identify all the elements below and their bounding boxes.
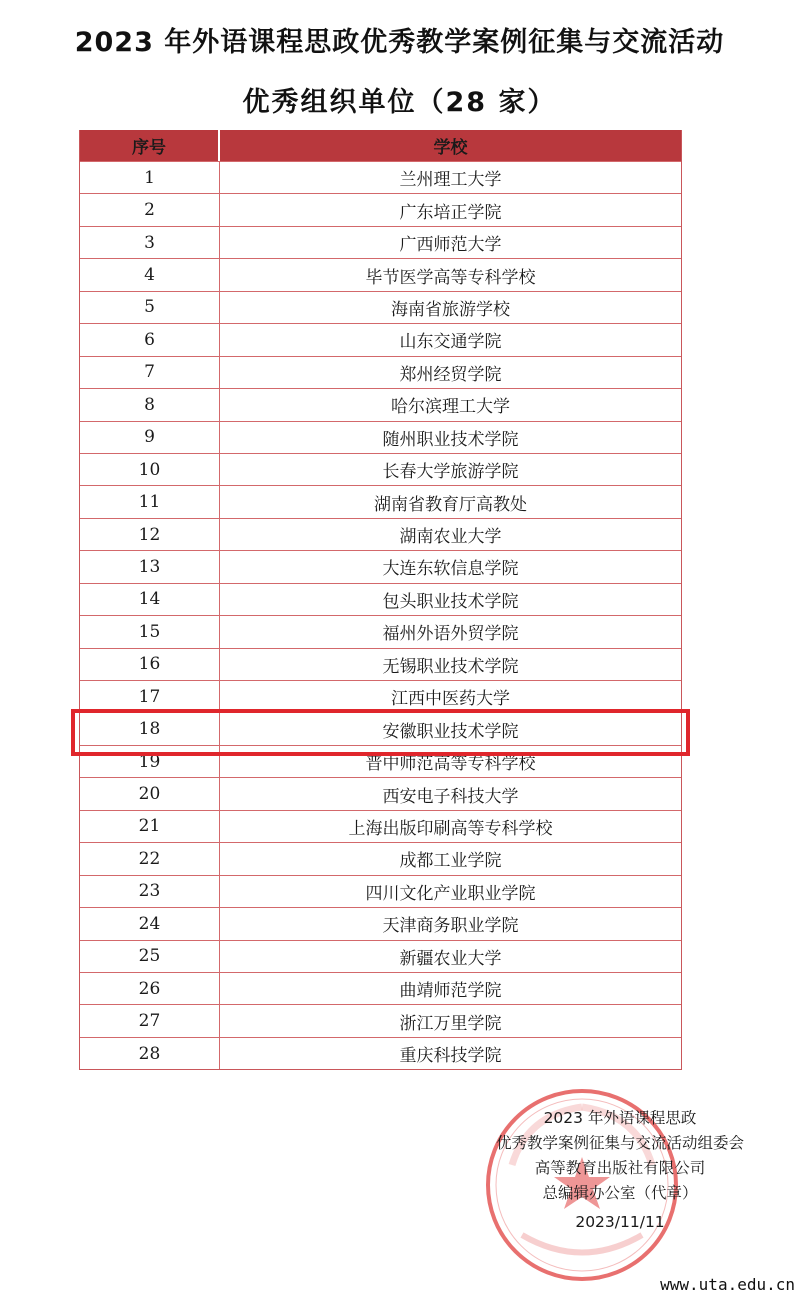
table-row [80, 161, 681, 193]
row-index: 6 [80, 324, 220, 355]
issuer-line-1: 2023 年外语课程思政 [543, 1109, 697, 1127]
row-index: 16 [80, 649, 220, 680]
row-school-name: 湖南农业大学 [399, 527, 502, 548]
row-index: 9 [80, 422, 220, 453]
row-school-name: 湖南省教育厅高教处 [374, 494, 527, 515]
row-school-name: 晋中师范高等专科学校 [365, 754, 536, 775]
row-school-name: 山东交通学院 [399, 332, 502, 353]
table-row [80, 1037, 681, 1069]
issuer-line-4: 总编辑办公室（代章） [542, 1184, 698, 1202]
row-school-name: 成都工业学院 [399, 851, 502, 872]
table-row [80, 453, 681, 485]
row-index: 14 [80, 584, 220, 615]
document-title: 2023 年外语课程思政优秀教学案例征集与交流活动 [74, 27, 725, 58]
site-watermark: www.uta.edu.cn [660, 1275, 795, 1294]
row-index: 1 [80, 162, 220, 193]
header-index: 序号 [80, 130, 220, 161]
row-school-name: 四川文化产业职业学院 [365, 883, 536, 904]
table-row [80, 356, 681, 388]
row-school-name: 随州职业技术学院 [382, 429, 519, 450]
row-school-name: 广东培正学院 [399, 202, 502, 223]
row-school-name: 天津商务职业学院 [382, 916, 519, 937]
row-school-name: 曲靖师范学院 [399, 981, 502, 1002]
row-index: 12 [80, 519, 220, 550]
table-row [80, 258, 681, 290]
table-row [80, 648, 681, 680]
row-school-name: 大连东软信息学院 [382, 559, 519, 580]
row-index: 11 [80, 486, 220, 517]
row-school-name: 哈尔滨理工大学 [391, 397, 510, 418]
header-school: 学校 [433, 138, 468, 158]
table-row [80, 712, 681, 744]
row-index: 17 [80, 681, 220, 712]
table-header [80, 130, 681, 161]
row-school-name: 上海出版印刷高等专科学校 [348, 818, 553, 839]
table-row [80, 550, 681, 582]
row-school-name: 重庆科技学院 [399, 1046, 502, 1067]
table-row [80, 972, 681, 1004]
issue-date: 2023/11/11 [575, 1213, 665, 1231]
table-row [80, 323, 681, 355]
row-index: 3 [80, 227, 220, 258]
issuer-line-3: 高等教育出版社有限公司 [534, 1159, 706, 1177]
row-index: 10 [80, 454, 220, 485]
row-index: 23 [80, 876, 220, 907]
row-index: 18 [80, 713, 220, 744]
row-school-name: 无锡职业技术学院 [382, 656, 519, 677]
table-row [80, 940, 681, 972]
table-row [80, 615, 681, 647]
row-index: 7 [80, 357, 220, 388]
row-school-name: 安徽职业技术学院 [382, 721, 519, 742]
table-row [80, 388, 681, 420]
row-index: 20 [80, 778, 220, 809]
table-row [80, 745, 681, 777]
row-school-name: 江西中医药大学 [391, 689, 510, 710]
table-row [80, 583, 681, 615]
row-index: 26 [80, 973, 220, 1004]
table-row [80, 421, 681, 453]
row-index: 4 [80, 259, 220, 290]
table-row [80, 777, 681, 809]
row-school-name: 包头职业技术学院 [382, 591, 519, 612]
issuer-block [440, 1106, 799, 1235]
table-row [80, 907, 681, 939]
row-school-name: 海南省旅游学校 [391, 299, 510, 320]
row-index: 8 [80, 389, 220, 420]
table-row [80, 1004, 681, 1036]
row-index: 13 [80, 551, 220, 582]
table-row [80, 875, 681, 907]
row-index: 27 [80, 1005, 220, 1036]
table-body [80, 161, 681, 1069]
row-school-name: 新疆农业大学 [399, 948, 502, 969]
row-index: 24 [80, 908, 220, 939]
row-index: 19 [80, 746, 220, 777]
row-index: 21 [80, 811, 220, 842]
row-school-name: 兰州理工大学 [399, 170, 502, 191]
table-row [80, 291, 681, 323]
table-row [80, 226, 681, 258]
organizations-table [79, 130, 682, 1070]
row-index: 28 [80, 1038, 220, 1069]
row-index: 25 [80, 941, 220, 972]
row-school-name: 长春大学旅游学院 [382, 462, 519, 483]
document-subtitle: 优秀组织单位（28 家） [242, 87, 557, 118]
table-row [80, 680, 681, 712]
row-school-name: 浙江万里学院 [399, 1013, 502, 1034]
row-index: 2 [80, 194, 220, 225]
table-row [80, 518, 681, 550]
table-row [80, 485, 681, 517]
row-index: 22 [80, 843, 220, 874]
table-row [80, 193, 681, 225]
row-index: 15 [80, 616, 220, 647]
row-school-name: 郑州经贸学院 [399, 364, 502, 385]
row-school-name: 西安电子科技大学 [382, 786, 519, 807]
issuer-line-2: 优秀教学案例征集与交流活动组委会 [495, 1134, 744, 1152]
row-school-name: 毕节医学高等专科学校 [365, 267, 536, 288]
row-school-name: 福州外语外贸学院 [382, 624, 519, 645]
row-school-name: 广西师范大学 [399, 235, 502, 256]
table-row [80, 842, 681, 874]
table-row [80, 810, 681, 842]
row-index: 5 [80, 292, 220, 323]
